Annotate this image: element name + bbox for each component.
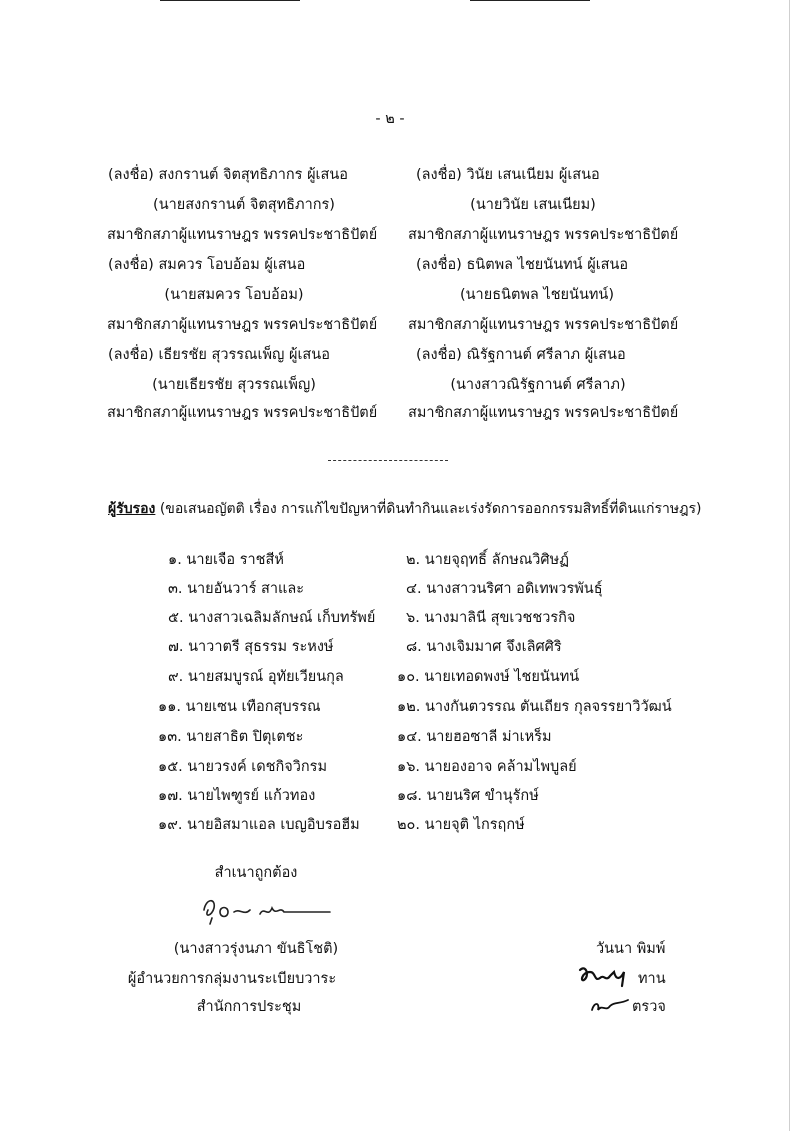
endorser-9: ๙. นายสมบูรณ์ อุทัยเวียนกุล xyxy=(168,669,344,685)
proposer-5-signed: (ลงชื่อ) เธียรชัย สุวรรณเพ็ญ ผู้เสนอ xyxy=(108,347,330,363)
endorser-12: ๑๒. นางกันตวรรณ ตันเถียร กุลจรรยาวิวัฒน์ xyxy=(397,699,672,715)
endorser-19: ๑๙. นายอิสมาแอล เบญอิบรอฮีม xyxy=(158,817,360,833)
verified-label: ตรวจ xyxy=(632,999,666,1015)
verifier-initials xyxy=(588,996,632,1016)
certifier-name: (นางสาวรุ่งนภา ขันธิโชติ) xyxy=(173,941,339,957)
checker-initials xyxy=(576,962,632,988)
proposer-4-signed: (ลงชื่อ) ธนิตพล ไชยนันทน์ ผู้เสนอ xyxy=(416,257,629,273)
endorser-4: ๔. นางสาวนริศา อดิเทพวรพันธุ์ xyxy=(406,581,603,597)
typist-name: วันนา พิมพ์ xyxy=(596,941,666,957)
endorser-14: ๑๔. นายฮอซาลี ม่าเหร็ม xyxy=(397,729,552,745)
certifier-title: ผู้อำนวยการกลุ่มงานระเบียบวาระ xyxy=(127,971,337,987)
proposer-6-signed: (ลงชื่อ) ณิรัฐกานต์ ศรีลาภ ผู้เสนอ xyxy=(416,347,626,363)
endorser-1: ๑. นายเจือ ราชสีห์ xyxy=(168,552,284,568)
endorsers-subject: (ขอเสนอญัตติ เรื่อง การแก้ไขปัญหาที่ดินทำกินและเร่งรัดการออกกรรมสิทธิ์ที่ดินแก่ราษฎร) xyxy=(159,501,702,517)
certifier-office: สำนักการประชุม xyxy=(196,999,302,1015)
proposer-4-position: สมาชิกสภาผู้แทนราษฎร พรรคประชาธิปัตย์ xyxy=(408,317,679,333)
proposer-2-fullname: (นายวินัย เสนเนียม) xyxy=(470,197,596,213)
endorser-5: ๕. นางสาวเฉลิมลักษณ์ เก็บทรัพย์ xyxy=(168,610,376,626)
proposer-3-fullname: (นายสมควร โอบอ้อม) xyxy=(164,287,304,303)
proposer-3-signed: (ลงชื่อ) สมควร โอบอ้อม ผู้เสนอ xyxy=(108,257,306,273)
certified-label: สำเนาถูกต้อง xyxy=(214,865,298,881)
proposer-2-position: สมาชิกสภาผู้แทนราษฎร พรรคประชาธิปัตย์ xyxy=(408,227,679,243)
scan-edge-right xyxy=(789,0,790,1131)
endorser-6: ๖. นางมาลินี สุขเวชชวรกิจ xyxy=(406,610,576,626)
endorser-10: ๑๐. นายเทอดพงษ์ ไชยนันทน์ xyxy=(397,669,580,685)
checked-label: ทาน xyxy=(638,971,666,987)
endorsers-heading: ผู้รับรอง xyxy=(108,501,156,517)
endorser-7: ๗. นาวาตรี สุธรรม ระหงษ์ xyxy=(168,639,334,655)
endorser-15: ๑๕. นายวรงค์ เดชกิจวิกรม xyxy=(158,759,328,775)
section-separator xyxy=(328,460,448,461)
proposer-1-signed: (ลงชื่อ) สงกรานต์ จิตสุทธิภากร ผู้เสนอ xyxy=(108,167,348,183)
proposer-6-position: สมาชิกสภาผู้แทนราษฎร พรรคประชาธิปัตย์ xyxy=(408,405,679,421)
endorser-3: ๓. นายอันวาร์ สาและ xyxy=(168,581,304,597)
endorser-18: ๑๘. นายนริศ ขำนุรักษ์ xyxy=(397,788,539,804)
endorser-20: ๒๐. นายจุติ ไกรฤกษ์ xyxy=(397,817,525,833)
proposer-5-fullname: (นายเธียรชัย สุวรรณเพ็ญ) xyxy=(152,377,316,393)
scan-edge-top-left xyxy=(160,0,300,1)
endorser-17: ๑๗. นายไพฑูรย์ แก้วทอง xyxy=(158,788,316,804)
proposer-6-fullname: (นางสาวณิรัฐกานต์ ศรีลาภ) xyxy=(450,377,626,393)
proposer-2-signed: (ลงชื่อ) วินัย เสนเนียม ผู้เสนอ xyxy=(416,167,600,183)
proposer-4-fullname: (นายธนิตพล ไชยนันทน์) xyxy=(459,287,615,303)
proposer-5-position: สมาชิกสภาผู้แทนราษฎร พรรคประชาธิปัตย์ xyxy=(107,405,378,421)
endorser-11: ๑๑. นายเซน เทือกสุบรรณ xyxy=(158,699,321,715)
scan-edge-top-right xyxy=(470,0,590,1)
proposer-1-position: สมาชิกสภาผู้แทนราษฎร พรรคประชาธิปัตย์ xyxy=(107,227,378,243)
page-number: - ๒ - xyxy=(375,111,405,127)
certifier-signature xyxy=(198,892,338,926)
endorser-2: ๒. นายจุฤทธิ์ ลักษณวิศิษฏ์ xyxy=(406,552,569,568)
endorsers-line xyxy=(108,500,702,518)
proposer-3-position: สมาชิกสภาผู้แทนราษฎร พรรคประชาธิปัตย์ xyxy=(107,317,378,333)
endorser-16: ๑๖. นายองอาจ คล้ามไพบูลย์ xyxy=(397,759,577,775)
endorser-13: ๑๓. นายสาธิต ปิตุเตชะ xyxy=(158,729,304,745)
proposer-1-fullname: (นายสงกรานต์ จิตสุทธิภากร) xyxy=(153,197,335,213)
endorser-8: ๘. นางเจิมมาศ จึงเลิศศิริ xyxy=(406,639,562,655)
